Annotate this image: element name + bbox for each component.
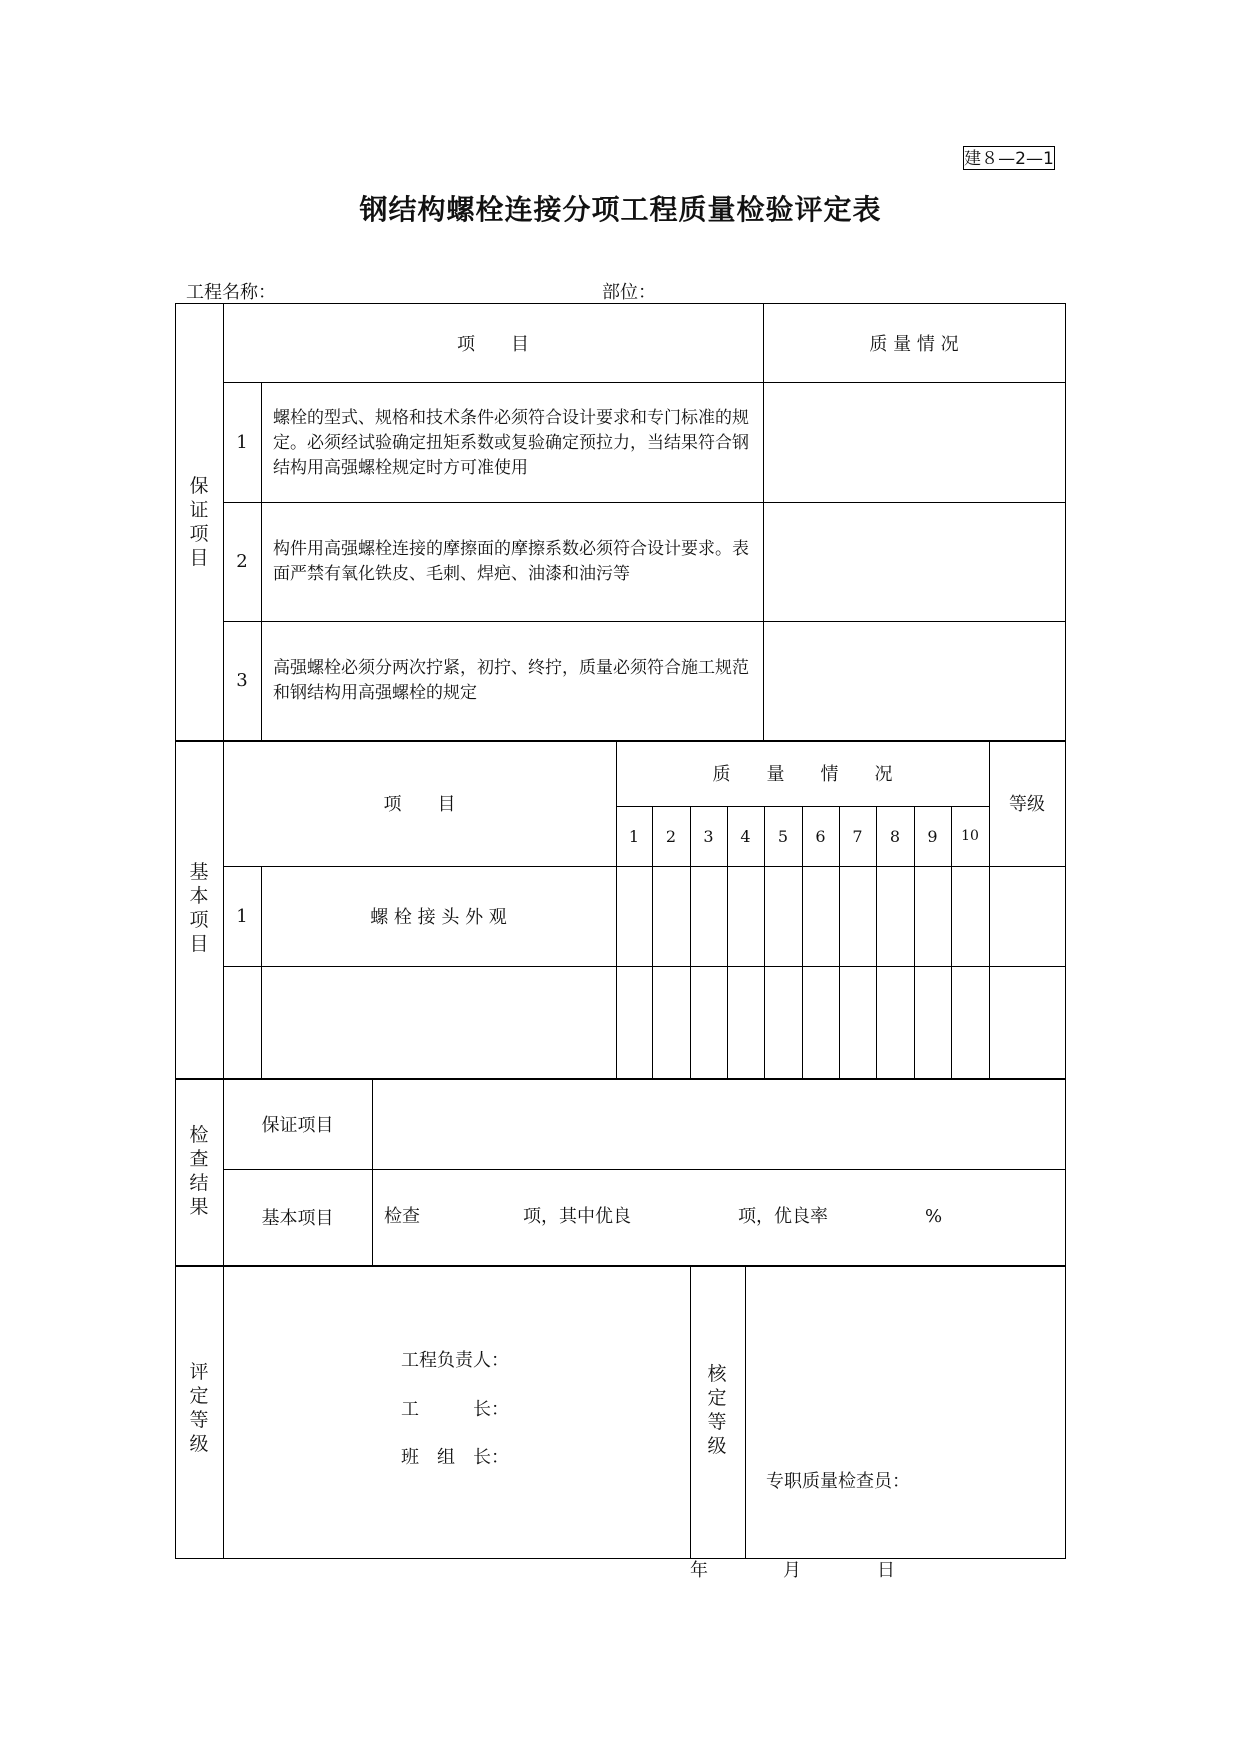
- location-label: 部位：: [602, 282, 656, 303]
- guarantee-row-text: 螺栓的型式、规格和技术条件必须符合设计要求和专门标准的规定。必须经试验确定扭矩系数或复验确定预拉力，当结果符合钢结构用高强螺栓规定时方可准使用: [273, 408, 749, 478]
- inspector-label: 专职质量检查员：: [766, 1471, 910, 1492]
- guarantee-row-no: 1: [236, 431, 248, 453]
- check-basic-text-a: 检查: [384, 1206, 420, 1227]
- quality-col-number: 8: [889, 826, 901, 846]
- basic-col-grade: 等级: [1009, 794, 1045, 815]
- quality-col-number: 7: [852, 826, 863, 846]
- guarantee-row-text: 构件用高强螺栓连接的摩擦面的摩擦系数必须符合设计要求。表面严禁有氧化铁皮、毛刺、焊疤、油漆和油污等: [273, 539, 749, 584]
- guarantee-row-text: 高强螺栓必须分两次拧紧，初拧、终拧，质量必须符合施工规范和钢结构用高强螺栓的规定: [273, 658, 749, 703]
- check-basic-text-c: 项，优良率: [738, 1206, 828, 1227]
- quality-col-number: 2: [665, 826, 677, 846]
- guarantee-side-label: 保 证 项 目: [189, 475, 209, 569]
- guarantee-row-no: 2: [236, 551, 248, 572]
- signer-team-leader: 班 组 长：: [401, 1447, 509, 1468]
- quality-col-number: 6: [815, 826, 826, 846]
- guarantee-row-no: 3: [236, 670, 248, 691]
- project-name-label: 工程名称：: [186, 282, 276, 303]
- basic-col-quality: 质 量 情 况: [712, 764, 893, 785]
- signer-foreman: 工 长：: [401, 1399, 509, 1420]
- date-month: 月: [783, 1560, 801, 1581]
- quality-col-number: 1: [628, 826, 640, 846]
- check-basic-label: 基本项目: [261, 1208, 334, 1229]
- verify-side-label: 核 定 等 级: [707, 1363, 727, 1457]
- check-side-label: 检 查 结 果: [189, 1124, 209, 1218]
- date-day: 日: [877, 1560, 895, 1581]
- quality-col-number: 10: [961, 828, 979, 844]
- signer-project-lead: 工程负责人：: [401, 1350, 509, 1371]
- basic-row-text: 螺 栓 接 头 外 观: [370, 907, 507, 928]
- check-basic-text-d: %: [925, 1206, 943, 1227]
- guarantee-col-item: 项 目: [457, 333, 529, 355]
- date-year: 年: [690, 1560, 708, 1581]
- check-basic-text-b: 项，其中优良: [523, 1206, 631, 1227]
- quality-col-number: 4: [740, 826, 751, 846]
- quality-col-number: 5: [777, 826, 789, 846]
- basic-side-label: 基 本 项 目: [189, 861, 209, 955]
- evaluation-side-label: 评 定 等 级: [189, 1361, 209, 1455]
- page-title: 钢结构螺栓连接分项工程质量检验评定表: [359, 193, 882, 226]
- form-code: 建８—2—1: [963, 146, 1055, 170]
- quality-col-number: 9: [927, 826, 938, 846]
- quality-col-number: 3: [703, 826, 714, 846]
- basic-col-item: 项 目: [383, 794, 456, 815]
- basic-row-no: 1: [236, 905, 248, 927]
- guarantee-col-quality: 质 量 情 况: [869, 333, 959, 355]
- check-guarantee-label: 保证项目: [261, 1114, 334, 1136]
